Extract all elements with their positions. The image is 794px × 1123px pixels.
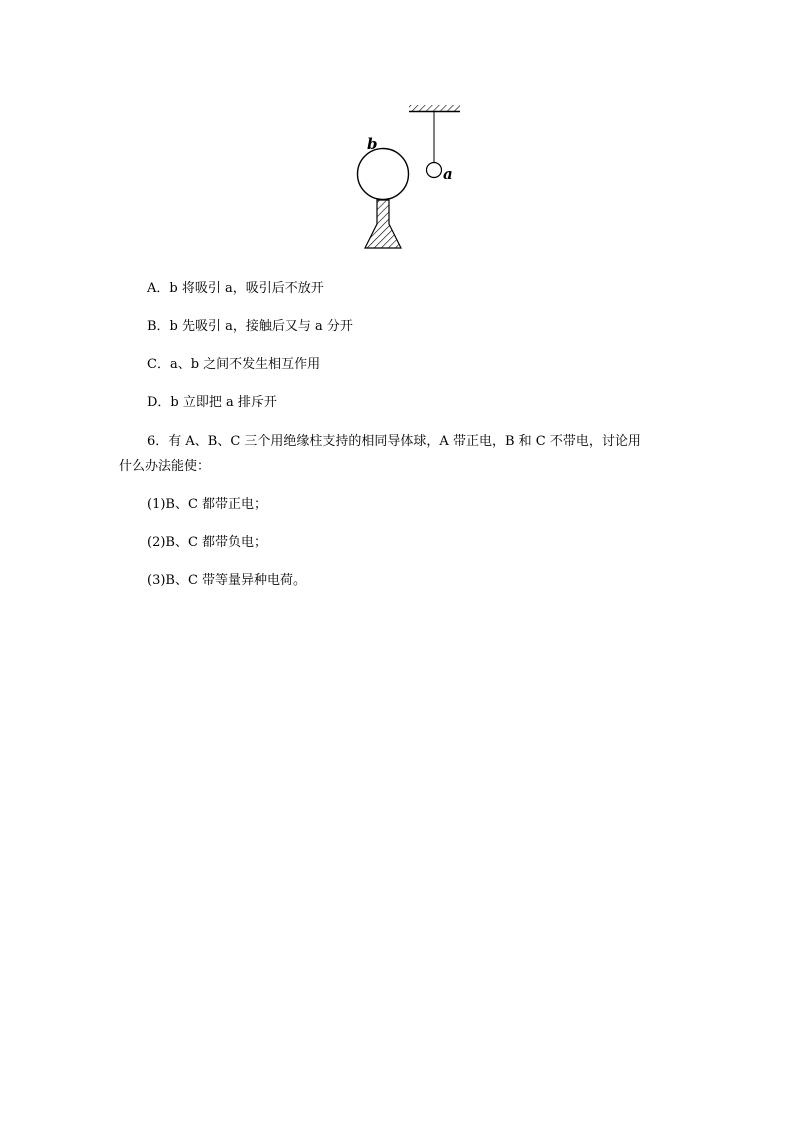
question-6-line-1: 6．有 A、B、C 三个用绝缘柱支持的相同导体球，A 带正电，B 和 C 不带电，讨论用 [147, 434, 641, 449]
label-a: a [443, 165, 453, 183]
ceiling-support [409, 105, 460, 112]
option-b: B．b 先吸引 a，接触后又与 a 分开 [147, 319, 353, 334]
option-a: A．b 将吸引 a，吸引后不放开 [147, 281, 324, 296]
option-c: C．a、b 之间不发生相互作用 [147, 357, 321, 372]
option-d: D．b 立即把 a 排斥开 [147, 395, 277, 410]
label-b: b [367, 135, 378, 153]
question-6-line-2: 什么办法能使： [119, 459, 211, 474]
subquestion-1: (1)B、C 都带正电； [147, 497, 268, 512]
figure-drawing [352, 100, 468, 256]
electroscope-figure [352, 100, 468, 256]
insulating-stand [365, 200, 401, 248]
subquestion-3: (3)B、C 带等量异种电荷。 [147, 573, 307, 588]
ball-b [358, 149, 409, 200]
subquestion-2: (2)B、C 都带负电； [147, 535, 268, 550]
ball-a [427, 163, 442, 178]
